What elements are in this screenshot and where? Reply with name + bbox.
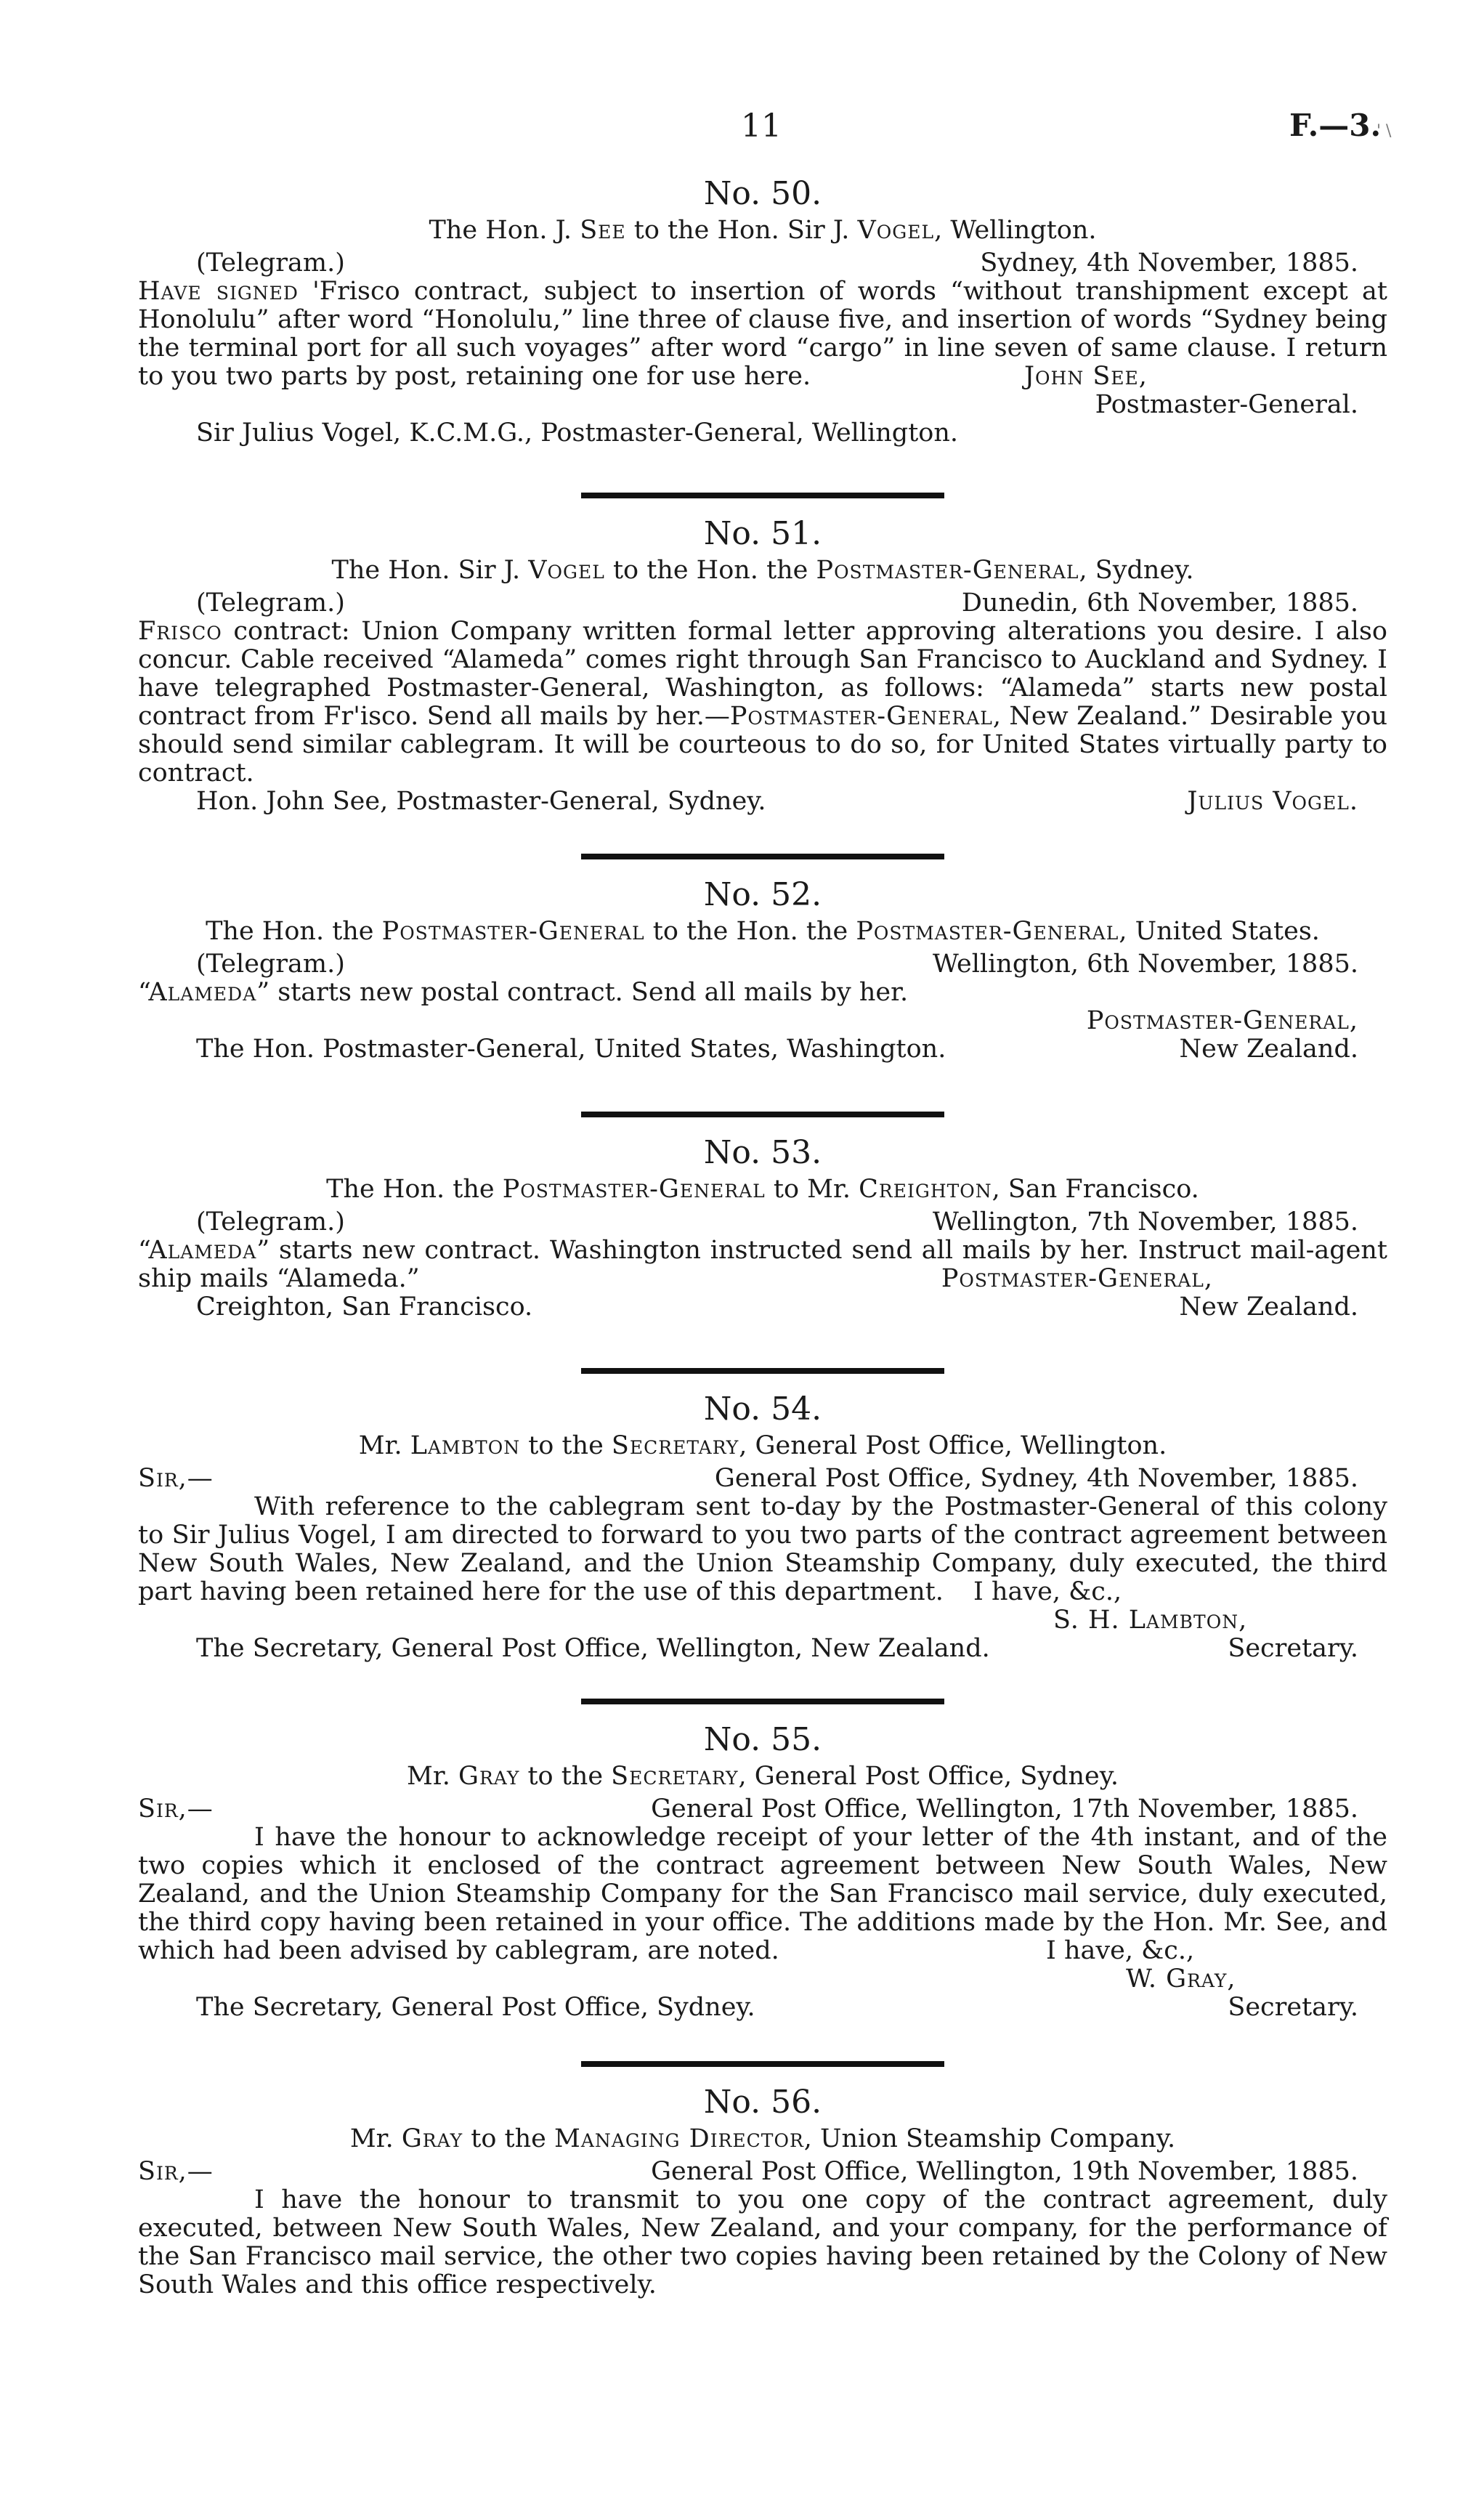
closing: I have, &c.,	[1046, 1936, 1195, 1965]
entry-number: No. 56.	[703, 2084, 822, 2121]
closing: I have, &c.,	[973, 1577, 1122, 1606]
section-divider	[581, 1112, 944, 1117]
dateline: Wellington, 7th November, 1885.	[932, 1207, 1358, 1237]
message-body: I have the honour to acknowledge receipt of your letter of the 4th instant, and of the two copies which it enclosed of the contract agreement between New South Wales, New Zealand, and the Union Steamship Company for the San Francisco mail service, duly executed, the third copy having been retained in your office. The additions made by the Hon. Mr. See, and which had been advised by cablegram, are noted.	[138, 1823, 1387, 1965]
entry-heading: Mr. Lambton to the Secretary, General Post Office, Wellington.	[358, 1431, 1167, 1460]
addressee: The Hon. Postmaster-General, United States, Washington.	[196, 1035, 946, 1064]
message-kind: (Telegram.)	[196, 1207, 345, 1237]
message-body: Have signed 'Frisco contract, subject to insertion of words “without transhipment except at Honolulu” after word “Honolulu,” line three of clause five, and insertion of words “Sydney being the terminal port for all such voyages” after word “cargo” in line seven of same clause. I return to you two parts by post, retaining one for use here.	[138, 277, 1387, 391]
dateline: General Post Office, Wellington, 17th November, 1885.	[651, 1794, 1358, 1824]
margin-mark: ' \	[1376, 122, 1392, 140]
entry-55	[138, 1720, 1387, 2022]
signer: Postmaster-General,	[1086, 1006, 1358, 1035]
message-body: “Alameda” starts new contract. Washington instructed send all mails by her. Instruct mail-agent ship mails “Alameda.”	[138, 1236, 1387, 1293]
salutation: Sir,—	[138, 1464, 214, 1493]
addressee-row	[138, 1994, 1387, 2022]
dateline-row	[138, 1465, 1387, 1493]
page-number: 11	[741, 108, 782, 145]
entry-heading: The Hon. the Postmaster-General to the Hon. the Postmaster-General, United States.	[206, 917, 1320, 946]
addressee: Sir Julius Vogel, K.C.M.G., Postmaster-General, Wellington.	[196, 418, 959, 448]
dateline-row	[138, 2158, 1387, 2186]
message-body: With reference to the cablegram sent to-day by the Postmaster-General of this colony to Sir Julius Vogel, I am directed to forward to you two parts of the contract agreement between New South Wales, New Zealand, and the Union Steamship Company, duly executed, the third part having been retained here for the use of this department.	[138, 1492, 1387, 1606]
signer: W. Gray,	[1126, 1964, 1236, 1994]
dateline-row	[138, 1208, 1387, 1237]
document-reference: F.—3.	[1289, 108, 1382, 143]
signer-title: Secretary.	[1228, 1993, 1358, 2022]
message-kind: (Telegram.)	[196, 248, 345, 278]
entry-51	[138, 514, 1387, 816]
section-divider	[581, 854, 944, 859]
entry-heading: The Hon. the Postmaster-General to Mr. Creighton, San Francisco.	[326, 1175, 1199, 1204]
entry-heading: The Hon. J. See to the Hon. Sir J. Vogel, Wellington.	[429, 216, 1097, 245]
entry-number: No. 52.	[703, 876, 822, 913]
addressee: Creighton, San Francisco.	[196, 1292, 533, 1322]
signer-title: New Zealand.	[1179, 1292, 1358, 1322]
entry-number: No. 54.	[703, 1391, 822, 1428]
entry-52	[138, 875, 1387, 1064]
message-kind: (Telegram.)	[196, 950, 345, 979]
dateline-row	[138, 950, 1387, 979]
addressee-row	[138, 1035, 1387, 1064]
dateline-row	[138, 1795, 1387, 1824]
addressee-row	[138, 788, 1387, 816]
addressee-row	[138, 1293, 1387, 1322]
section-divider	[581, 1368, 944, 1374]
entry-54	[138, 1390, 1387, 1663]
signer: S. H. Lambton,	[1053, 1606, 1248, 1635]
signer: Julius Vogel.	[1187, 787, 1358, 816]
addressee: The Secretary, General Post Office, Sydney.	[196, 1993, 755, 2022]
addressee: Hon. John See, Postmaster-General, Sydney.	[196, 787, 766, 816]
page-header	[0, 108, 1484, 151]
dateline: General Post Office, Wellington, 19th November, 1885.	[651, 2157, 1358, 2186]
section-divider	[581, 2061, 944, 2067]
signature	[138, 1007, 1387, 1035]
entry-56	[138, 2083, 1387, 2299]
dateline: Wellington, 6th November, 1885.	[932, 950, 1358, 979]
message-body: I have the honour to transmit to you one copy of the contract agreement, duly executed, between New South Wales, New Zealand, and your company, for the performance of the San Francisco mail service, the other two copies having been retained by the Colony of New South Wales and this office respectively.	[138, 2185, 1387, 2299]
message-body: Frisco contract: Union Company written formal letter approving alterations you desire. I also concur. Cable received “Alameda” comes right through San Francisco to Auckland and Sydney. I have telegraphed Postmaster-General, Washington, as follows: “Alameda” starts new postal contract from Fr'isco. Send all mails by her.—Postmaster-General, New Zealand.” Desirable you should send similar cablegram. It will be courteous to do so, for United States virtually party to contract.	[138, 617, 1387, 788]
entry-heading: Mr. Gray to the Secretary, General Post Office, Sydney.	[407, 1762, 1119, 1791]
entry-heading: The Hon. Sir J. Vogel to the Hon. the Postmaster-General, Sydney.	[331, 556, 1194, 585]
entry-number: No. 51.	[703, 515, 822, 552]
addressee-row	[138, 1635, 1387, 1663]
salutation: Sir,—	[138, 1794, 214, 1824]
entry-53	[138, 1133, 1387, 1322]
signer: John See,	[1024, 362, 1148, 391]
addressee: The Secretary, General Post Office, Wellington, New Zealand.	[196, 1634, 990, 1663]
dateline: General Post Office, Sydney, 4th November, 1885.	[714, 1464, 1358, 1493]
section-divider	[581, 1699, 944, 1704]
entry-number: No. 50.	[703, 175, 822, 212]
entry-heading: Mr. Gray to the Managing Director, Union Steamship Company.	[349, 2124, 1176, 2153]
message-body: “Alameda” starts new postal contract. Send all mails by her.	[138, 978, 909, 1007]
dateline: Sydney, 4th November, 1885.	[980, 248, 1358, 278]
signature	[138, 1577, 1387, 1635]
entry-number: No. 55.	[703, 1721, 822, 1758]
dateline-row	[138, 589, 1387, 618]
signer-title: New Zealand.	[1179, 1035, 1358, 1064]
section-divider	[581, 493, 944, 498]
signature	[138, 362, 1387, 419]
dateline-row	[138, 249, 1387, 278]
addressee-row	[138, 419, 1387, 448]
signature	[138, 1936, 1387, 1994]
message-kind: (Telegram.)	[196, 588, 345, 618]
salutation: Sir,—	[138, 2157, 214, 2186]
entry-50	[138, 174, 1387, 448]
signer-title: Postmaster-General.	[1095, 390, 1358, 419]
dateline: Dunedin, 6th November, 1885.	[961, 588, 1358, 618]
signer-title: Secretary.	[1228, 1634, 1358, 1663]
signer: Postmaster-General,	[941, 1264, 1213, 1293]
entry-number: No. 53.	[703, 1134, 822, 1171]
